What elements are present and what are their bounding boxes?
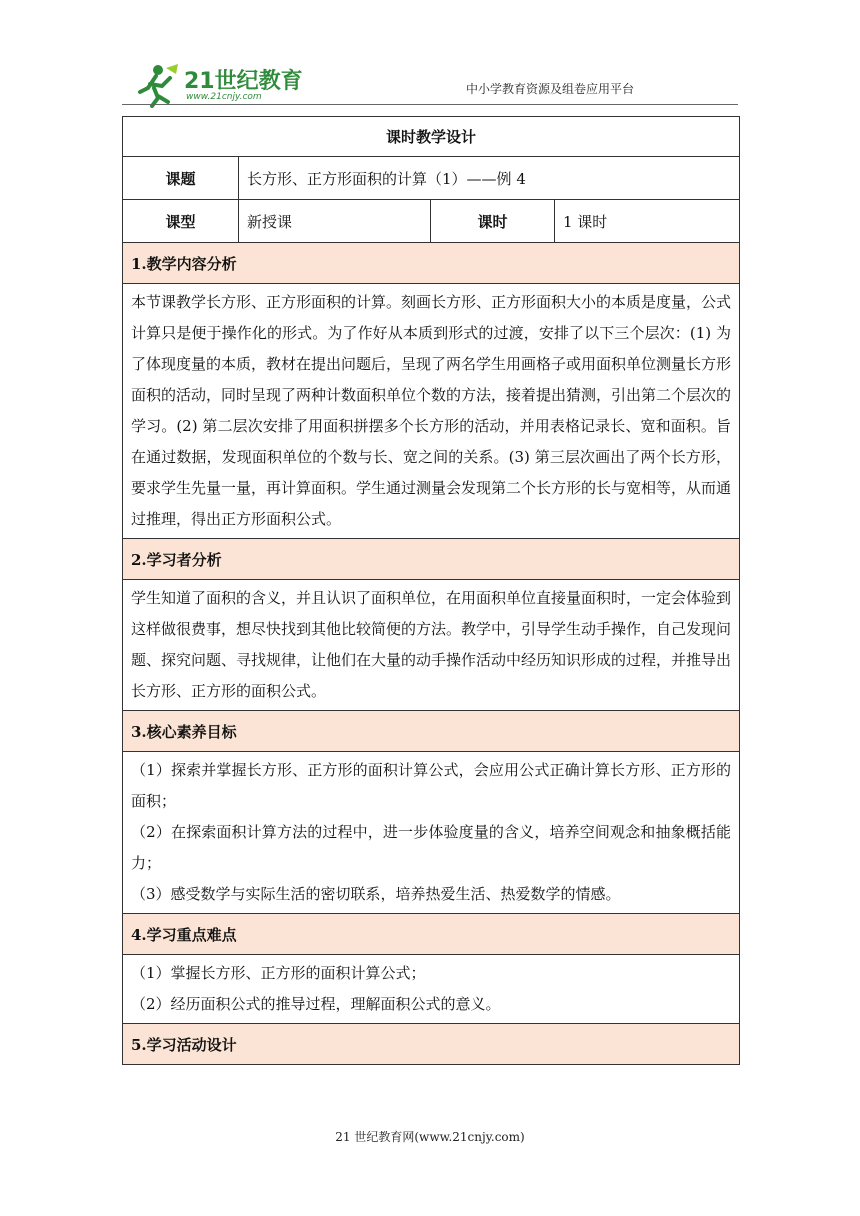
topic-label: 课题: [123, 157, 239, 200]
table-title: 课时教学设计: [123, 117, 740, 157]
type-value: 新授课: [239, 200, 431, 243]
runner-icon: [136, 62, 182, 108]
section-content: [123, 284, 740, 539]
header-divider: [122, 104, 738, 105]
list-item: （2）在探索面积计算方法的过程中，进一步体验度量的含义，培养空间观念和抽象概括能力；: [131, 823, 732, 872]
logo-text: 21世纪教育: [184, 69, 303, 94]
paragraph: 本节课教学长方形、正方形面积的计算。刻画长方形、正方形面积大小的本质是度量，公式计算只是便于操作化的形式。为了作好从本质到形式的过渡，安排了以下三个层次：(1) 为了体现度量的本质，教材在提出问题后，呈现了两名学生用画格子或用面积单位测量长方形面积的活动，同时呈现了两种计数面积单位个数的方法，接着提出猜测，引出第二个层次的学习。(2) 第二层次安排了用面积拼摆多个长方形的活动，并用表格记录长、宽和面积。旨在通过数据，发现面积单位的个数与长、宽之间的关系。(3) 第三层次画出了两个长方形，要求学生先量一量，再计算面积。学生通过测量会发现第二个长方形的长与宽相等，从而通过推理，得出正方形面积公式。: [131, 293, 732, 528]
section-heading: 4.学习重点难点: [123, 914, 740, 955]
list-item: （1）掌握长方形、正方形的面积计算公式；: [131, 964, 426, 982]
section-content: [123, 752, 740, 914]
type-label: 课型: [123, 200, 239, 243]
list-item: （3）感受数学与实际生活的密切联系，培养热爱生活、热爱数学的情感。: [131, 885, 621, 903]
topic-value: 长方形、正方形面积的计算（1）——例 4: [239, 157, 740, 200]
list-item: （2）经历面积公式的推导过程，理解面积公式的意义。: [131, 995, 501, 1013]
page-footer: 21 世纪教育网(www.21cnjy.com): [335, 1130, 525, 1144]
hours-value: 1 课时: [555, 200, 740, 243]
section-content: [123, 580, 740, 711]
platform-name: 中小学教育资源及组卷应用平台: [466, 82, 635, 96]
hours-label: 课时: [431, 200, 555, 243]
lesson-design-table: [122, 116, 740, 1065]
paragraph: 学生知道了面积的含义，并且认识了面积单位，在用面积单位直接量面积时，一定会体验到这样做很费事，想尽快找到其他比较简便的方法。教学中，引导学生动手操作，自己发现问题、探究问题、寻找规律，让他们在大量的动手操作活动中经历知识形成的过程，并推导出长方形、正方形的面积公式。: [131, 589, 732, 700]
section-content: [123, 955, 740, 1024]
logo-url: www.21cnjy.com: [186, 92, 262, 102]
section-heading: 5.学习活动设计: [123, 1024, 740, 1065]
logo: [136, 62, 316, 108]
section-heading: 3.核心素养目标: [123, 711, 740, 752]
section-heading: 2.学习者分析: [123, 539, 740, 580]
list-item: （1）探索并掌握长方形、正方形的面积计算公式，会应用公式正确计算长方形、正方形的面积；: [131, 761, 732, 810]
section-heading: 1.教学内容分析: [123, 243, 740, 284]
